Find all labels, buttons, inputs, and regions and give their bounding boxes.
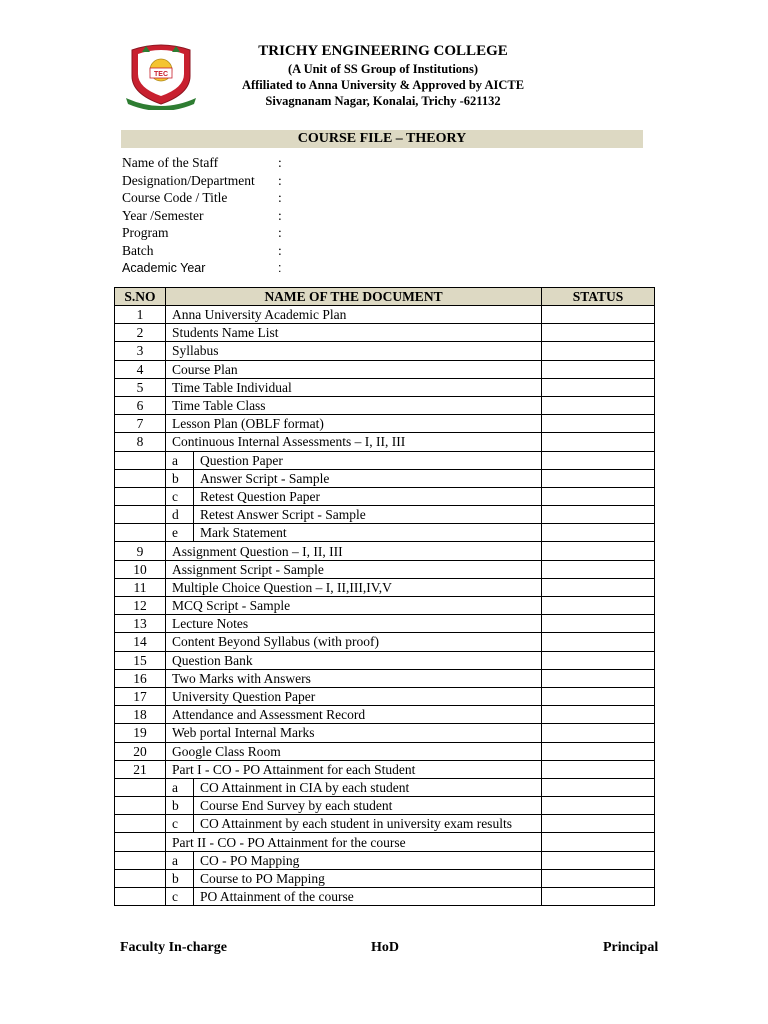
row-document-name: Time Table Class bbox=[166, 396, 542, 414]
row-sno bbox=[115, 797, 166, 815]
info-colon: : bbox=[278, 242, 282, 258]
row-status-cell[interactable] bbox=[542, 597, 655, 615]
row-sno: 14 bbox=[115, 633, 166, 651]
row-sno: 9 bbox=[115, 542, 166, 560]
row-sno: 16 bbox=[115, 669, 166, 687]
unit-line: (A Unit of SS Group of Institutions) bbox=[287, 62, 479, 76]
info-colon: : bbox=[278, 225, 282, 241]
row-document-name: Course Plan bbox=[166, 360, 542, 378]
row-sno: 6 bbox=[115, 396, 166, 414]
row-status-cell[interactable] bbox=[542, 396, 655, 414]
info-colon: : bbox=[278, 190, 282, 206]
row-sno bbox=[115, 469, 166, 487]
row-document-name: Retest Question Paper bbox=[194, 487, 542, 505]
row-sno bbox=[115, 851, 166, 869]
row-status-cell[interactable] bbox=[542, 378, 655, 396]
row-document-name: University Question Paper bbox=[166, 687, 542, 705]
row-status-cell[interactable] bbox=[542, 451, 655, 469]
table-header-row bbox=[115, 288, 655, 306]
principal-signature-label: Principal bbox=[603, 940, 659, 955]
table-row bbox=[115, 342, 655, 360]
table-row bbox=[115, 560, 655, 578]
row-status-cell[interactable] bbox=[542, 633, 655, 651]
header-sno: S.NO bbox=[115, 288, 166, 306]
row-document-name: Answer Script - Sample bbox=[194, 469, 542, 487]
row-sno: 12 bbox=[115, 597, 166, 615]
info-colon: : bbox=[278, 260, 282, 275]
info-colon: : bbox=[278, 207, 282, 223]
staff-info-block bbox=[122, 154, 422, 277]
row-status-cell[interactable] bbox=[542, 306, 655, 324]
info-row-course-code bbox=[122, 189, 422, 207]
table-row bbox=[115, 633, 655, 651]
row-status-cell[interactable] bbox=[542, 724, 655, 742]
row-sno: 2 bbox=[115, 324, 166, 342]
table-row bbox=[115, 378, 655, 396]
row-sno: 3 bbox=[115, 342, 166, 360]
row-sno: 20 bbox=[115, 742, 166, 760]
row-sub-letter: c bbox=[166, 815, 194, 833]
row-status-cell[interactable] bbox=[542, 669, 655, 687]
row-status-cell[interactable] bbox=[542, 742, 655, 760]
row-status-cell[interactable] bbox=[542, 415, 655, 433]
row-document-name: Time Table Individual bbox=[166, 378, 542, 396]
row-document-name: Course to PO Mapping bbox=[194, 869, 542, 887]
table-row bbox=[115, 597, 655, 615]
address-line: Sivagnanam Nagar, Konalai, Trichy -621132 bbox=[265, 94, 501, 108]
row-sno: 13 bbox=[115, 615, 166, 633]
header-status: STATUS bbox=[542, 288, 655, 306]
faculty-signature-label: Faculty In-charge bbox=[120, 940, 227, 955]
row-status-cell[interactable] bbox=[542, 869, 655, 887]
table-row bbox=[115, 578, 655, 596]
row-sno bbox=[115, 833, 166, 851]
table-row bbox=[115, 542, 655, 560]
document-checklist-table bbox=[114, 287, 655, 906]
row-document-name: MCQ Script - Sample bbox=[166, 597, 542, 615]
row-document-name: Attendance and Assessment Record bbox=[166, 706, 542, 724]
row-status-cell[interactable] bbox=[542, 542, 655, 560]
row-sub-letter: c bbox=[166, 487, 194, 505]
table-row bbox=[115, 778, 655, 796]
table-row bbox=[115, 687, 655, 705]
info-label: Program bbox=[122, 225, 169, 241]
row-status-cell[interactable] bbox=[542, 360, 655, 378]
table-row bbox=[115, 724, 655, 742]
info-row-staff-name bbox=[122, 154, 422, 172]
table-row bbox=[115, 797, 655, 815]
row-sno: 7 bbox=[115, 415, 166, 433]
table-row bbox=[115, 615, 655, 633]
table-row bbox=[115, 815, 655, 833]
row-status-cell[interactable] bbox=[542, 706, 655, 724]
info-label: Academic Year bbox=[122, 260, 206, 275]
row-document-name: Lecture Notes bbox=[166, 615, 542, 633]
row-sno: 21 bbox=[115, 760, 166, 778]
row-sno: 18 bbox=[115, 706, 166, 724]
row-status-cell[interactable] bbox=[542, 778, 655, 796]
affiliation-line: Affiliated to Anna University & Approved by AICTE bbox=[241, 78, 525, 92]
row-document-name: Mark Statement bbox=[194, 524, 542, 542]
row-sno: 10 bbox=[115, 560, 166, 578]
row-document-name: Assignment Script - Sample bbox=[166, 560, 542, 578]
info-label: Batch bbox=[122, 242, 154, 258]
table-row bbox=[115, 433, 655, 451]
row-document-name: CO Attainment in CIA by each student bbox=[194, 778, 542, 796]
table-row bbox=[115, 506, 655, 524]
info-row-program bbox=[122, 224, 422, 242]
row-status-cell[interactable] bbox=[542, 578, 655, 596]
row-sno bbox=[115, 888, 166, 906]
table-row bbox=[115, 851, 655, 869]
row-sub-letter: c bbox=[166, 888, 194, 906]
row-sno bbox=[115, 869, 166, 887]
row-document-name: Continuous Internal Assessments – I, II, III bbox=[166, 433, 542, 451]
row-document-name: CO Attainment by each student in university exam results bbox=[194, 815, 542, 833]
row-document-name: Course End Survey by each student bbox=[194, 797, 542, 815]
row-status-cell[interactable] bbox=[542, 760, 655, 778]
logo-text: TEC bbox=[154, 71, 168, 78]
row-sub-letter: d bbox=[166, 506, 194, 524]
course-file-title: COURSE FILE – THEORY bbox=[121, 130, 643, 148]
hod-signature-label: HoD bbox=[371, 940, 399, 955]
info-colon: : bbox=[278, 172, 282, 188]
table-row bbox=[115, 469, 655, 487]
table-row bbox=[115, 669, 655, 687]
row-status-cell[interactable] bbox=[542, 560, 655, 578]
row-document-name: Question Bank bbox=[166, 651, 542, 669]
row-sno: 11 bbox=[115, 578, 166, 596]
row-status-cell[interactable] bbox=[542, 469, 655, 487]
row-status-cell[interactable] bbox=[542, 524, 655, 542]
header-document-name: NAME OF THE DOCUMENT bbox=[166, 288, 542, 306]
row-document-name: Multiple Choice Question – I, II,III,IV,V bbox=[166, 578, 542, 596]
row-sub-letter: a bbox=[166, 851, 194, 869]
row-sno: 1 bbox=[115, 306, 166, 324]
row-sno bbox=[115, 487, 166, 505]
table-row bbox=[115, 760, 655, 778]
info-row-academic-year bbox=[122, 260, 422, 278]
row-status-cell[interactable] bbox=[542, 433, 655, 451]
college-name: TRICHY ENGINEERING COLLEGE bbox=[258, 43, 508, 59]
row-document-name: Google Class Room bbox=[166, 742, 542, 760]
row-sno: 5 bbox=[115, 378, 166, 396]
row-sno: 19 bbox=[115, 724, 166, 742]
row-sub-letter: e bbox=[166, 524, 194, 542]
row-sno: 15 bbox=[115, 651, 166, 669]
row-sub-letter: b bbox=[166, 469, 194, 487]
college-header bbox=[200, 42, 566, 109]
row-status-cell[interactable] bbox=[542, 487, 655, 505]
row-status-cell[interactable] bbox=[542, 615, 655, 633]
info-row-batch bbox=[122, 242, 422, 260]
row-status-cell[interactable] bbox=[542, 815, 655, 833]
row-document-name: Part I - CO - PO Attainment for each Student bbox=[166, 760, 542, 778]
row-document-name: Part II - CO - PO Attainment for the course bbox=[166, 833, 542, 851]
row-sno: 17 bbox=[115, 687, 166, 705]
row-status-cell[interactable] bbox=[542, 342, 655, 360]
row-sub-letter: a bbox=[166, 451, 194, 469]
info-row-designation bbox=[122, 172, 422, 190]
row-status-cell[interactable] bbox=[542, 687, 655, 705]
row-sub-letter: a bbox=[166, 778, 194, 796]
row-sno bbox=[115, 524, 166, 542]
row-status-cell[interactable] bbox=[542, 651, 655, 669]
row-document-name: Web portal Internal Marks bbox=[166, 724, 542, 742]
row-status-cell[interactable] bbox=[542, 851, 655, 869]
info-label: Name of the Staff bbox=[122, 155, 219, 170]
row-sno bbox=[115, 815, 166, 833]
row-document-name: CO - PO Mapping bbox=[194, 851, 542, 869]
row-sno: 4 bbox=[115, 360, 166, 378]
table-row bbox=[115, 524, 655, 542]
table-row bbox=[115, 451, 655, 469]
row-status-cell[interactable] bbox=[542, 833, 655, 851]
row-sno bbox=[115, 451, 166, 469]
info-colon: : bbox=[278, 155, 282, 170]
row-document-name: Question Paper bbox=[194, 451, 542, 469]
table-row bbox=[115, 415, 655, 433]
row-document-name: Lesson Plan (OBLF format) bbox=[166, 415, 542, 433]
row-sno: 8 bbox=[115, 433, 166, 451]
table-row bbox=[115, 396, 655, 414]
table-row bbox=[115, 651, 655, 669]
row-document-name: Syllabus bbox=[166, 342, 542, 360]
row-sno bbox=[115, 778, 166, 796]
info-row-year-semester bbox=[122, 207, 422, 225]
info-label: Course Code / Title bbox=[122, 190, 228, 206]
row-sub-letter: b bbox=[166, 869, 194, 887]
row-document-name: PO Attainment of the course bbox=[194, 888, 542, 906]
info-label: Year /Semester bbox=[122, 207, 204, 223]
college-crest-icon bbox=[124, 42, 198, 110]
table-row bbox=[115, 324, 655, 342]
table-row bbox=[115, 888, 655, 906]
row-status-cell[interactable] bbox=[542, 888, 655, 906]
row-document-name: Assignment Question – I, II, III bbox=[166, 542, 542, 560]
table-row bbox=[115, 306, 655, 324]
row-sno bbox=[115, 506, 166, 524]
row-sub-letter: b bbox=[166, 797, 194, 815]
row-status-cell[interactable] bbox=[542, 506, 655, 524]
table-row bbox=[115, 360, 655, 378]
info-label: Designation/Department bbox=[122, 172, 255, 188]
row-status-cell[interactable] bbox=[542, 324, 655, 342]
table-row bbox=[115, 869, 655, 887]
row-document-name: Retest Answer Script - Sample bbox=[194, 506, 542, 524]
row-document-name: Content Beyond Syllabus (with proof) bbox=[166, 633, 542, 651]
row-document-name: Anna University Academic Plan bbox=[166, 306, 542, 324]
table-row bbox=[115, 487, 655, 505]
table-row bbox=[115, 706, 655, 724]
table-row bbox=[115, 742, 655, 760]
table-row bbox=[115, 833, 655, 851]
row-status-cell[interactable] bbox=[542, 797, 655, 815]
row-document-name: Students Name List bbox=[166, 324, 542, 342]
row-document-name: Two Marks with Answers bbox=[166, 669, 542, 687]
